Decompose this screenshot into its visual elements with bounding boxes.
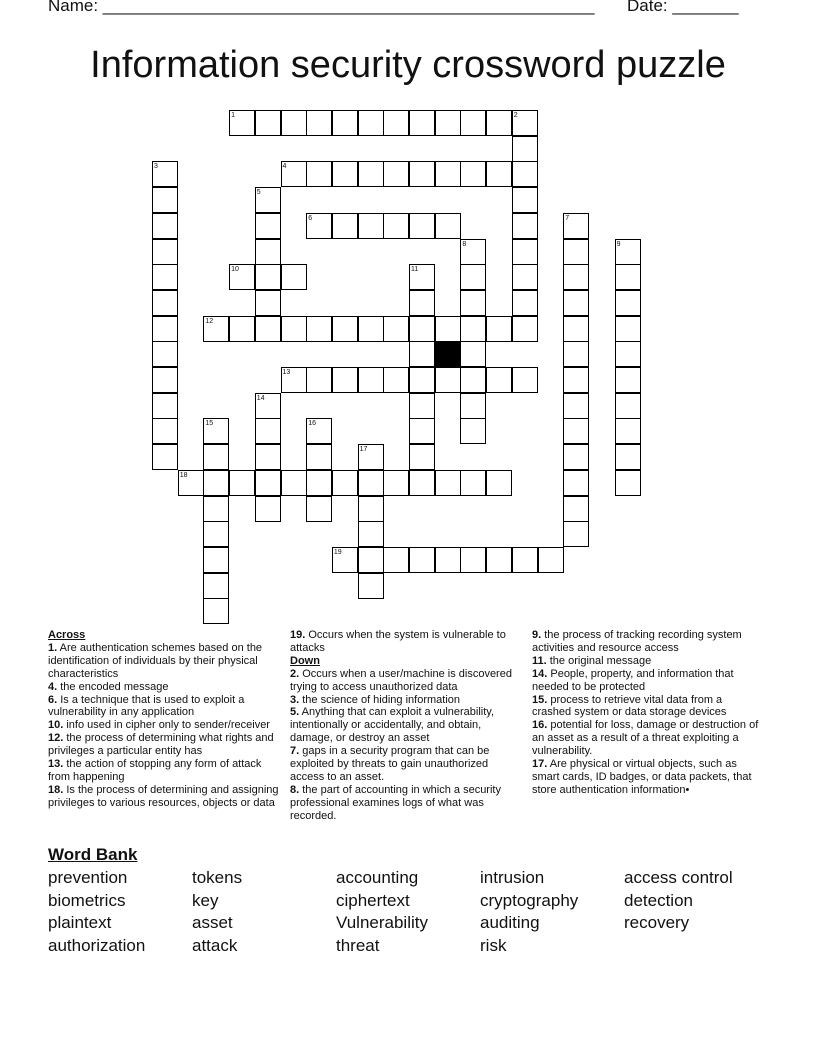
grid-cell[interactable] bbox=[460, 393, 486, 419]
grid-cell[interactable] bbox=[486, 470, 512, 496]
word-bank-word: Vulnerability bbox=[336, 913, 428, 932]
grid-cell[interactable] bbox=[358, 547, 384, 573]
grid-cell[interactable] bbox=[281, 316, 307, 342]
grid-cell[interactable] bbox=[615, 316, 641, 342]
clue-down-17: 17. Are physical or virtual objects, such as smart cards, ID badges, or data packets, that store authentication information• bbox=[532, 758, 752, 796]
grid-cell[interactable] bbox=[563, 290, 589, 316]
word-bank-word: intrusion bbox=[480, 868, 545, 887]
clue-number-3: 3 bbox=[154, 163, 158, 171]
grid-cell[interactable] bbox=[358, 213, 384, 239]
grid-cell[interactable] bbox=[306, 444, 332, 470]
grid-cell[interactable] bbox=[203, 521, 229, 547]
word-bank-word: ciphertext bbox=[336, 891, 410, 910]
grid-cell[interactable] bbox=[358, 367, 384, 393]
grid-cell[interactable] bbox=[460, 418, 486, 444]
grid-cell[interactable] bbox=[203, 470, 229, 496]
down-heading: Down bbox=[290, 654, 320, 667]
clue-column-3 bbox=[532, 629, 764, 797]
clue-number-9: 9 bbox=[616, 240, 621, 248]
grid-cell[interactable] bbox=[332, 110, 358, 136]
grid-cell[interactable] bbox=[563, 316, 589, 342]
grid-cell[interactable] bbox=[152, 290, 178, 316]
grid-cell[interactable] bbox=[460, 161, 486, 187]
grid-cell[interactable] bbox=[358, 496, 384, 522]
grid-cell[interactable] bbox=[255, 470, 281, 496]
grid-cell[interactable] bbox=[563, 341, 589, 367]
grid-cell[interactable] bbox=[152, 444, 178, 470]
clue-column-2 bbox=[290, 629, 522, 823]
grid-cell[interactable] bbox=[332, 470, 358, 496]
grid-cell[interactable] bbox=[203, 573, 229, 599]
grid-cell[interactable] bbox=[460, 264, 486, 290]
clue-across-13: 13. the action of stopping any form of attack from happening bbox=[48, 758, 262, 783]
grid-cell[interactable] bbox=[563, 239, 589, 265]
clue-across-19: 19. Occurs when the system is vulnerable to attacks bbox=[290, 629, 506, 654]
grid-cell[interactable] bbox=[255, 213, 281, 239]
grid-cell[interactable] bbox=[255, 290, 281, 316]
grid-cell[interactable] bbox=[409, 213, 435, 239]
grid-cell[interactable] bbox=[332, 161, 358, 187]
word-bank-word: asset bbox=[192, 913, 233, 932]
grid-cell[interactable] bbox=[563, 264, 589, 290]
clue-across-10: 10. info used in cipher only to sender/receiver bbox=[48, 719, 270, 732]
grid-cell[interactable] bbox=[152, 341, 178, 367]
grid-cell[interactable] bbox=[486, 110, 512, 136]
clue-across-6: 6. Is a technique that is used to exploit a vulnerability in any application bbox=[48, 693, 245, 719]
word-bank-word: authorization bbox=[48, 936, 146, 955]
grid-cell[interactable] bbox=[615, 393, 641, 419]
grid-cell[interactable] bbox=[409, 341, 435, 367]
clue-across-4: 4. the encoded message bbox=[48, 680, 169, 693]
grid-cell[interactable] bbox=[409, 547, 435, 573]
clue-number-6: 6 bbox=[308, 214, 313, 222]
clue-number-19: 19 bbox=[333, 548, 342, 556]
clue-across-12: 12. the process of determining what rights and privileges a particular entity has bbox=[48, 732, 274, 758]
grid-cell[interactable] bbox=[358, 521, 384, 547]
clue-number-10: 10 bbox=[231, 266, 239, 274]
grid-cell[interactable] bbox=[306, 496, 332, 522]
clue-column-1 bbox=[48, 629, 280, 810]
word-bank-word: attack bbox=[192, 936, 238, 955]
grid-cell[interactable] bbox=[306, 470, 332, 496]
grid-cell[interactable] bbox=[281, 264, 307, 290]
clue-number-17: 17 bbox=[359, 446, 368, 454]
word-bank-word: recovery bbox=[624, 913, 690, 932]
grid-cell[interactable] bbox=[255, 239, 281, 265]
grid-cell[interactable] bbox=[435, 470, 461, 496]
grid-cell[interactable] bbox=[486, 547, 512, 573]
grid-cell[interactable] bbox=[409, 418, 435, 444]
grid-cell[interactable] bbox=[460, 367, 486, 393]
grid-cell[interactable] bbox=[358, 110, 384, 136]
grid-cell[interactable] bbox=[512, 367, 538, 393]
grid-cell[interactable] bbox=[203, 598, 229, 624]
grid-cell[interactable] bbox=[255, 110, 281, 136]
grid-cell[interactable] bbox=[332, 316, 358, 342]
word-bank-word: accounting bbox=[336, 868, 419, 887]
word-bank-word: access control bbox=[624, 868, 733, 887]
grid-cell[interactable] bbox=[409, 367, 435, 393]
clue-number-13: 13 bbox=[282, 369, 291, 376]
grid-cell[interactable] bbox=[281, 110, 307, 136]
word-bank-title: Word Bank bbox=[48, 845, 138, 864]
clue-number-18: 18 bbox=[179, 471, 188, 479]
grid-cell[interactable] bbox=[383, 316, 409, 342]
grid-cell[interactable] bbox=[409, 393, 435, 419]
clue-number-16: 16 bbox=[308, 420, 316, 428]
grid-cell[interactable] bbox=[332, 213, 358, 239]
grid-cell[interactable] bbox=[460, 547, 486, 573]
grid-cell[interactable] bbox=[615, 290, 641, 316]
grid-cell[interactable] bbox=[615, 444, 641, 470]
grid-cell[interactable] bbox=[435, 213, 461, 239]
grid-cell[interactable] bbox=[332, 367, 358, 393]
grid-cell[interactable] bbox=[306, 161, 332, 187]
clue-down-14: 14. People, property, and information that needed to be protected bbox=[532, 667, 734, 693]
word-bank-word: prevention bbox=[48, 868, 128, 887]
grid-cell[interactable] bbox=[306, 316, 332, 342]
clue-number-11: 11 bbox=[411, 266, 419, 274]
clue-number-8: 8 bbox=[462, 240, 467, 248]
grid-cell[interactable] bbox=[486, 316, 512, 342]
word-bank-word: key bbox=[192, 891, 219, 910]
grid-cell[interactable] bbox=[152, 316, 178, 342]
word-bank-word: tokens bbox=[192, 868, 243, 887]
page-title: Information security crossword puzzle bbox=[90, 44, 726, 86]
grid-cell[interactable] bbox=[563, 444, 589, 470]
grid-cell[interactable] bbox=[383, 213, 409, 239]
clue-number-7: 7 bbox=[565, 214, 570, 222]
grid-cell[interactable] bbox=[563, 367, 589, 393]
grid-cell[interactable] bbox=[615, 341, 641, 367]
grid-cell[interactable] bbox=[512, 239, 538, 265]
grid-cell[interactable] bbox=[152, 213, 178, 239]
grid-cell[interactable] bbox=[615, 470, 641, 496]
grid-cell[interactable] bbox=[152, 239, 178, 265]
grid-cell[interactable] bbox=[460, 110, 486, 136]
clue-number-1: 1 bbox=[231, 112, 235, 119]
grid-cell[interactable] bbox=[255, 264, 281, 290]
grid-cell[interactable] bbox=[512, 136, 538, 162]
grid-cell[interactable] bbox=[460, 341, 486, 367]
across-heading: Across bbox=[48, 629, 86, 641]
grid-cell[interactable] bbox=[152, 367, 178, 393]
clue-across-18: 18. Is the process of determining and assigning privileges to various resources, objects or data bbox=[48, 783, 279, 809]
grid-cell[interactable] bbox=[409, 290, 435, 316]
grid-cell[interactable] bbox=[152, 264, 178, 290]
grid-cell[interactable] bbox=[358, 316, 384, 342]
grid-cell[interactable] bbox=[409, 316, 435, 342]
grid-cell[interactable] bbox=[255, 444, 281, 470]
grid-cell[interactable] bbox=[435, 161, 461, 187]
word-bank-word: biometrics bbox=[48, 891, 126, 910]
name-field[interactable]: Name: ____________________________________________________ bbox=[48, 0, 595, 15]
grid-cell[interactable] bbox=[512, 316, 538, 342]
grid-cell[interactable] bbox=[512, 161, 538, 187]
grid-cell[interactable] bbox=[460, 290, 486, 316]
clue-down-2: 2. Occurs when a user/machine is discovered trying to access unauthorized data bbox=[290, 667, 512, 693]
clue-down-5: 5. Anything that can exploit a vulnerability, intentionally or accidentally, and obtain, damage, or destroy an asset bbox=[290, 706, 495, 745]
word-bank-word: detection bbox=[624, 891, 693, 910]
clue-number-2: 2 bbox=[513, 112, 518, 119]
clue-down-15: 15. process to retrieve vital data from a crashed system or data storage devices bbox=[532, 693, 727, 719]
grid-cell[interactable] bbox=[563, 496, 589, 522]
grid-cell[interactable] bbox=[255, 418, 281, 444]
grid-cell[interactable] bbox=[229, 316, 255, 342]
grid-cell[interactable] bbox=[615, 264, 641, 290]
grid-cell[interactable] bbox=[383, 367, 409, 393]
word-bank-word: threat bbox=[336, 936, 380, 955]
grid-cell[interactable] bbox=[615, 367, 641, 393]
word-bank-word: cryptography bbox=[480, 891, 579, 910]
grid-cell[interactable] bbox=[281, 470, 307, 496]
grid-cell[interactable] bbox=[435, 110, 461, 136]
clue-number-14: 14 bbox=[256, 394, 265, 402]
clue-number-12: 12 bbox=[205, 317, 214, 325]
clue-down-7: 7. gaps in a security program that can be exploited by threats to gain unauthorized access to an asset. bbox=[290, 745, 490, 783]
grid-cell[interactable] bbox=[152, 418, 178, 444]
grid-cell[interactable] bbox=[486, 161, 512, 187]
grid-cell[interactable] bbox=[409, 470, 435, 496]
grid-cell[interactable] bbox=[152, 393, 178, 419]
grid-cell[interactable] bbox=[563, 470, 589, 496]
grid-cell[interactable] bbox=[306, 110, 332, 136]
grid-cell[interactable] bbox=[435, 367, 461, 393]
black-cell bbox=[435, 341, 461, 367]
grid-cell[interactable] bbox=[409, 110, 435, 136]
grid-cell[interactable] bbox=[306, 367, 332, 393]
word-bank-word: plaintext bbox=[48, 913, 112, 932]
grid-cell[interactable] bbox=[435, 547, 461, 573]
grid-cell[interactable] bbox=[435, 316, 461, 342]
grid-cell[interactable] bbox=[383, 470, 409, 496]
grid-cell[interactable] bbox=[358, 161, 384, 187]
grid-cell[interactable] bbox=[255, 496, 281, 522]
grid-cell[interactable] bbox=[383, 110, 409, 136]
grid-cell[interactable] bbox=[358, 470, 384, 496]
grid-cell[interactable] bbox=[203, 496, 229, 522]
grid-cell[interactable] bbox=[358, 573, 384, 599]
grid-cell[interactable] bbox=[203, 444, 229, 470]
grid-cell[interactable] bbox=[538, 547, 564, 573]
date-field[interactable]: Date: _______ bbox=[627, 0, 739, 15]
grid-cell[interactable] bbox=[409, 161, 435, 187]
grid-cell[interactable] bbox=[512, 213, 538, 239]
grid-cell[interactable] bbox=[512, 547, 538, 573]
grid-cell[interactable] bbox=[460, 316, 486, 342]
clue-number-4: 4 bbox=[282, 163, 287, 171]
grid-cell[interactable] bbox=[460, 470, 486, 496]
clue-down-11: 11. the original message bbox=[532, 654, 652, 667]
grid-cell[interactable] bbox=[486, 367, 512, 393]
grid-cell[interactable] bbox=[512, 187, 538, 213]
word-bank-word: risk bbox=[480, 936, 507, 955]
grid-cell[interactable] bbox=[512, 290, 538, 316]
grid-cell[interactable] bbox=[512, 264, 538, 290]
grid-cell[interactable] bbox=[615, 418, 641, 444]
clue-number-15: 15 bbox=[205, 420, 214, 428]
clue-down-8: 8. the part of accounting in which a security professional examines logs of what was recorded. bbox=[290, 783, 501, 822]
grid-cell[interactable] bbox=[383, 547, 409, 573]
grid-cell[interactable] bbox=[229, 470, 255, 496]
grid-cell[interactable] bbox=[152, 187, 178, 213]
grid-cell[interactable] bbox=[563, 418, 589, 444]
word-bank-word: auditing bbox=[480, 913, 540, 932]
clue-number-5: 5 bbox=[256, 189, 261, 197]
grid-cell[interactable] bbox=[563, 521, 589, 547]
clue-down-16: 16. potential for loss, damage or destruction of an asset as a result of a threat exploiting a vulnerability. bbox=[532, 719, 759, 758]
grid-cell[interactable] bbox=[563, 393, 589, 419]
clue-down-3: 3. the science of hiding information bbox=[290, 693, 461, 706]
grid-cell[interactable] bbox=[409, 444, 435, 470]
grid-cell[interactable] bbox=[203, 547, 229, 573]
grid-cell[interactable] bbox=[383, 161, 409, 187]
grid-cell[interactable] bbox=[255, 316, 281, 342]
clue-across-1: 1. Are authentication schemes based on the identification of individuals by their physical characteristics bbox=[48, 641, 263, 680]
clue-down-9: 9. the process of tracking recording system activities and resource access bbox=[532, 629, 742, 654]
